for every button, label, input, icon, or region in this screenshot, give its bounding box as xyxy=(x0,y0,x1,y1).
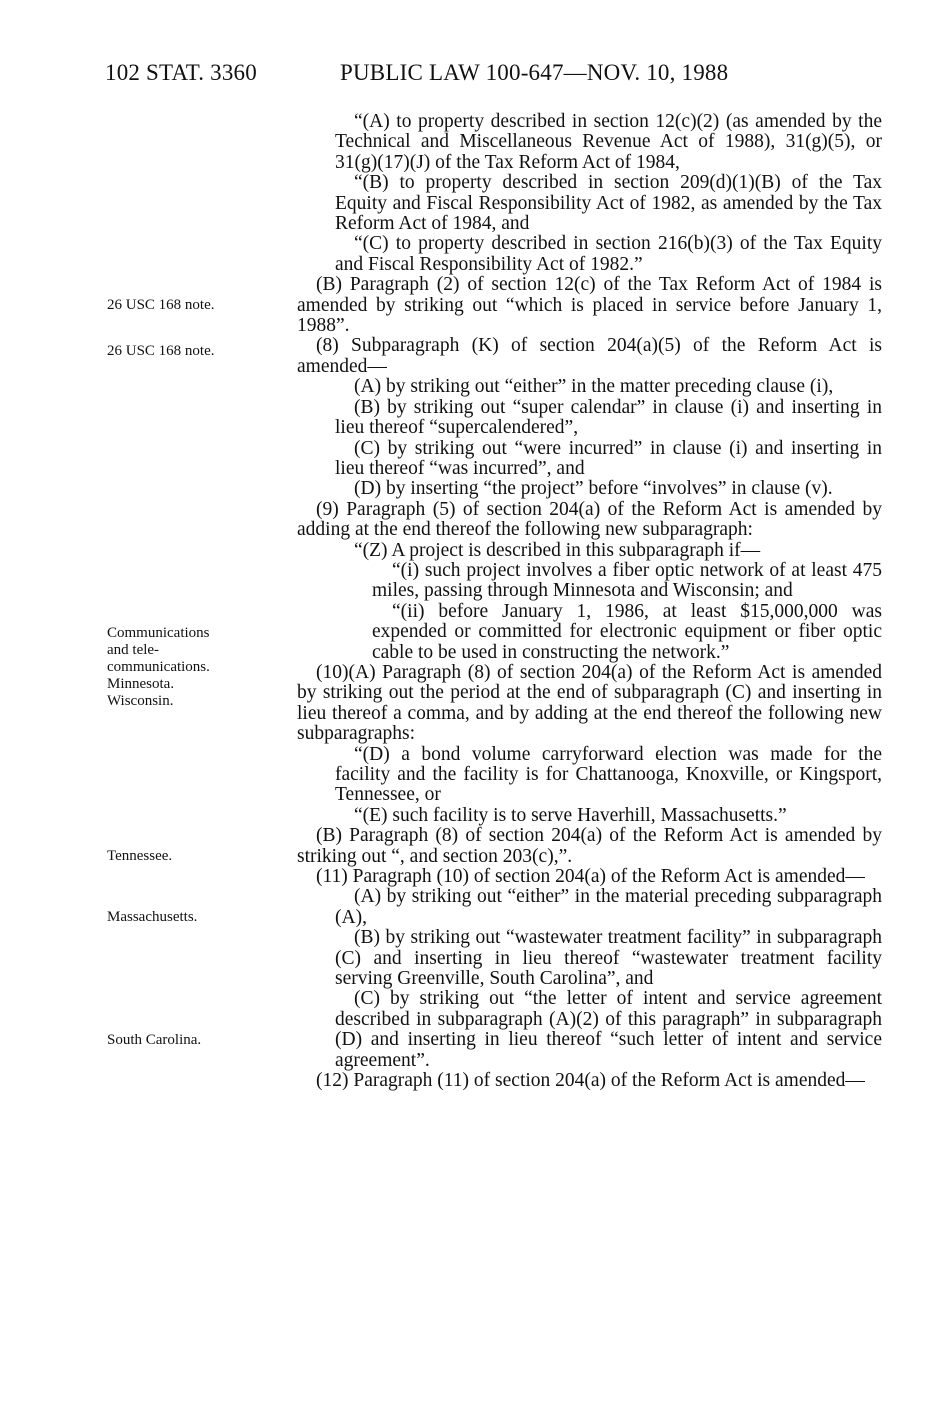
paragraph: (A) by striking out “either” in the material preceding subparagraph (A), xyxy=(335,886,882,928)
paragraph: (B) Paragraph (2) of section 12(c) of the Tax Reform Act of 1984 is amended by striking out “which is placed in service before January 1, 1988”. xyxy=(297,274,882,337)
paragraph: (C) by striking out “were incurred” in clause (i) and inserting in lieu thereof “was incurred”, and xyxy=(335,437,882,479)
paragraph: (B) by striking out “wastewater treatment facility” in subparagraph (C) and inserting in lieu thereof “wastewater treatment facility serving Greenville, South Carolina”, and xyxy=(335,927,882,990)
margin-note-communications xyxy=(107,625,210,710)
paragraph: “(B) to property described in section 209(d)(1)(B) of the Tax Equity and Fiscal Responsibility Act of 1982, as amended by the Tax Reform Act of 1984, and xyxy=(335,172,882,235)
margin-note-line: communications. xyxy=(107,659,210,675)
paragraph: “(i) such project involves a fiber optic network of at least 475 miles, passing through Minnesota and Wisconsin; and xyxy=(372,559,882,602)
margin-note-tennessee: Tennessee. xyxy=(107,848,173,864)
paragraph: “(A) to property described in section 12(c)(2) (as amended by the Technical and Miscellaneous Revenue Act of 1988), 31(g)(5), or 31(g)(17)(J) of the Tax Reform Act of 1984, xyxy=(335,111,882,173)
paragraph: “(D) a bond volume carryforward election was made for the facility and the facility is for Chattanooga, Knoxville, or Kingsport, Tennessee, or xyxy=(335,743,882,806)
margin-note-massachusetts: Massachusetts. xyxy=(107,909,198,925)
paragraph: (B) by striking out “super calendar” in clause (i) and inserting in lieu thereof “supercalendered”, xyxy=(335,396,882,439)
margin-note-line: and tele- xyxy=(107,642,160,658)
margin-note-line: Wisconsin. xyxy=(107,693,174,709)
public-law-heading: PUBLIC LAW 100-647—NOV. 10, 1988 xyxy=(340,60,729,85)
paragraph: (9) Paragraph (5) of section 204(a) of the Reform Act is amended by adding at the end thereof the following new subparagraph: xyxy=(297,498,882,541)
paragraph: (C) by striking out “the letter of intent and service agreement described in subparagraph (A)(2) of this paragraph” in subparagraph (D) and inserting in lieu thereof “such letter of intent and service agreement”. xyxy=(335,988,882,1071)
margin-note-south-carolina: South Carolina. xyxy=(107,1032,202,1048)
paragraph: (A) by striking out “either” in the matter preceding clause (i), xyxy=(354,376,834,398)
paragraph: “(C) to property described in section 216(b)(3) of the Tax Equity and Fiscal Responsibility Act of 1982.” xyxy=(335,233,882,275)
paragraph: (11) Paragraph (10) of section 204(a) of the Reform Act is amended— xyxy=(316,866,865,888)
paragraph: “(E) such facility is to serve Haverhill, Massachusetts.” xyxy=(354,804,787,826)
stat-page-number: 102 STAT. 3360 xyxy=(105,60,257,85)
paragraph: (D) by inserting “the project” before “involves” in clause (v). xyxy=(354,478,833,500)
paragraph: (8) Subparagraph (K) of section 204(a)(5) of the Reform Act is amended— xyxy=(297,335,882,377)
paragraph: (12) Paragraph (11) of section 204(a) of the Reform Act is amended— xyxy=(316,1070,865,1092)
paragraph: (10)(A) Paragraph (8) of section 204(a) of the Reform Act is amended by striking out the period at the end of subparagraph (C) and inserting in lieu thereof a comma, and by adding at the end thereof the following new subparagraphs: xyxy=(297,661,882,745)
paragraph: “(ii) before January 1, 1986, at least $15,000,000 was expended or committed for electronic equipment or fiber optic cable to be used in constructing the network.” xyxy=(372,600,882,663)
margin-note-line: Communications xyxy=(107,625,210,641)
paragraph: (B) Paragraph (8) of section 204(a) of the Reform Act is amended by striking out “, and section 203(c),”. xyxy=(297,825,882,867)
paragraph: “(Z) A project is described in this subparagraph if— xyxy=(354,539,761,561)
body-text xyxy=(297,112,882,1092)
margin-note-usc-2: 26 USC 168 note. xyxy=(107,343,215,359)
margin-note-usc-1: 26 USC 168 note. xyxy=(107,297,215,313)
margin-note-line: Minnesota. xyxy=(107,676,175,692)
